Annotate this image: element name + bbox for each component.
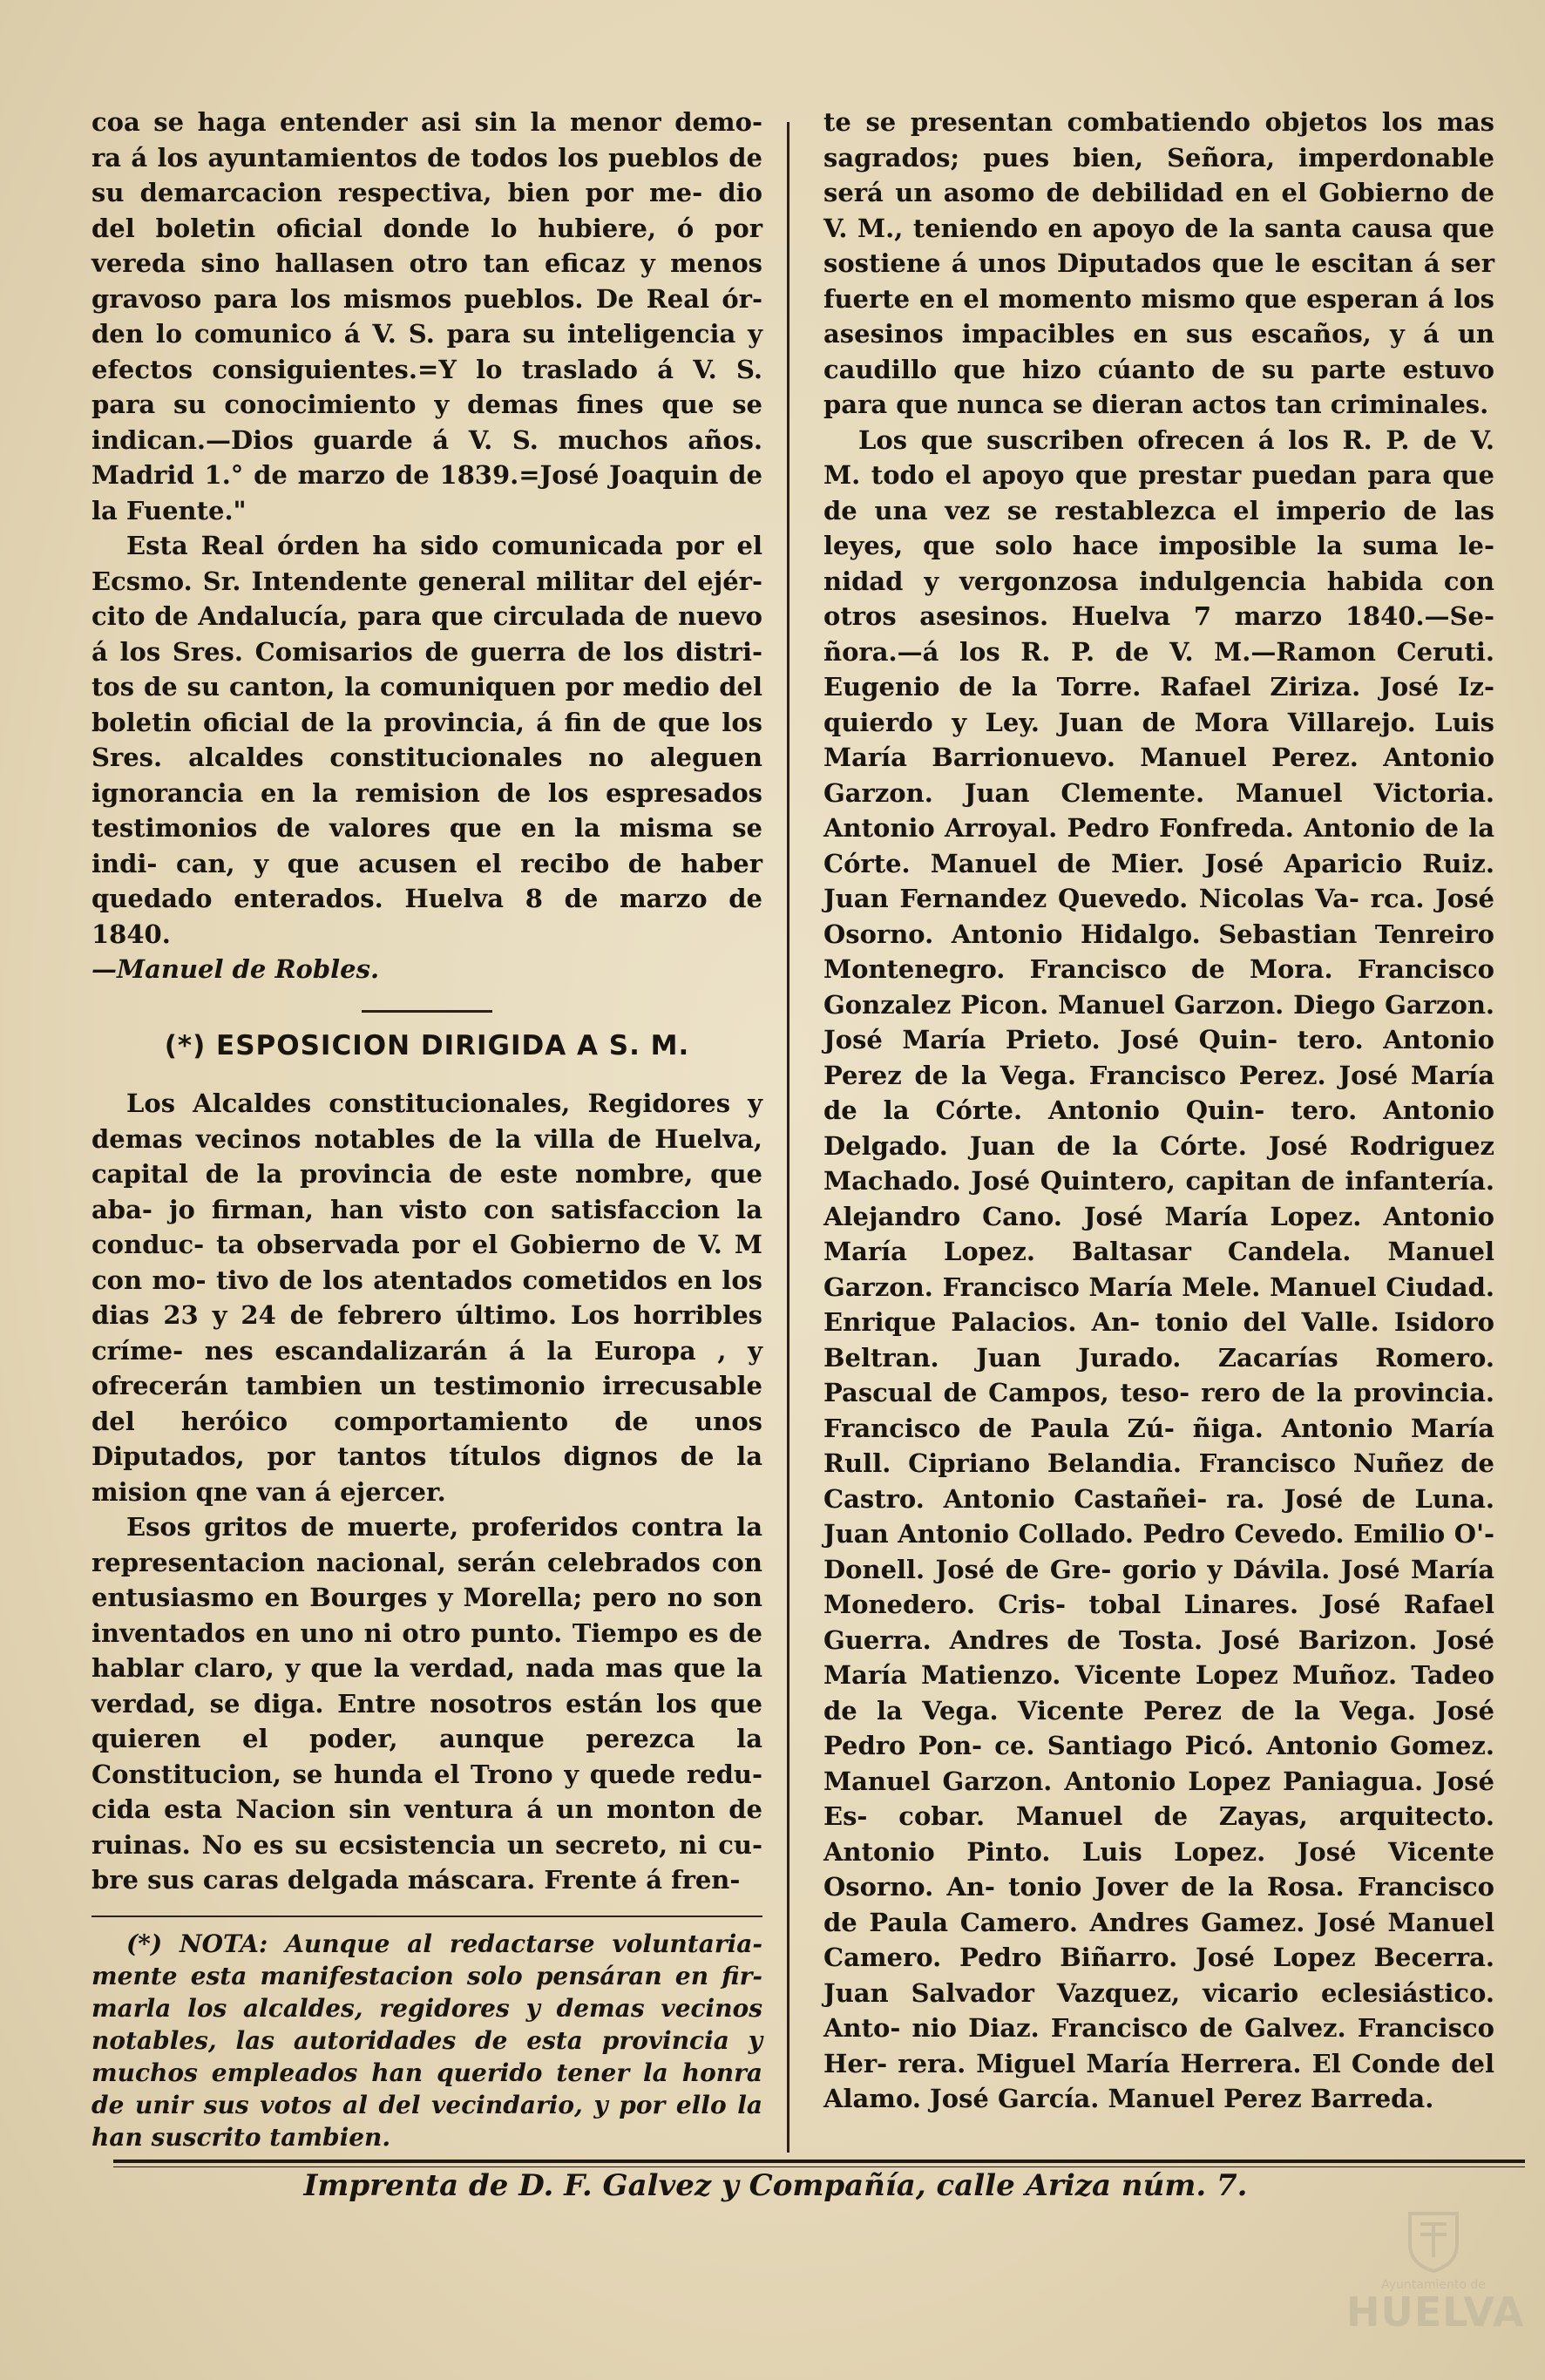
footnote xyxy=(91,1928,762,2153)
right-column xyxy=(823,105,1494,2117)
paragraph-exposition-continued: te se presentan combatiendo objetos los mas sagrados; pues bien, Señora, imperdonable será un asomo de debilidad en el Gobierno de V. M., teniendo en apoyo de la santa causa que sostiene á unos Diputados que le escitan á ser fuerte en el momento mismo que esperan á los asesinos impacibles en sus escaños, y á un caudillo que hizo cúanto de su parte estuvo para que nunca se dieran actos tan criminales. xyxy=(823,107,1494,419)
column-divider xyxy=(787,122,789,2153)
paragraph-exposition-intro: Los Alcaldes constitucionales, Regidores y demas vecinos notables de la villa de Huelva, capital de la provincia de este nombre, que aba- jo firman, han visto con satisfaccion la conduc- ta observada por el Gobierno de V. M con mo- tivo de los atentados cometidos en los dias 23 y 24 de febrero último. Los horribles críme- nes escandalizarán á la Europa , y ofrecerán tambien un testimonio irrecusable del heróico comportamiento de unos Diputados, por tantos títulos dignos de la mision qne van á ejercer. xyxy=(91,1088,762,1507)
footnote-text: Aunque al redactarse voluntaria- mente esta manifestacion solo pensáran en fir- marla los alcaldes, regidores y demas vecinos notables, las autoridades de esta provincia y muchos empleados han querido tener la honra de unir sus votos al del vecindario, y por ello la han suscrito tambien. xyxy=(91,1929,762,2152)
printer-imprint: Imprenta de D. F. Galvez y Compañía, calle Ariza núm. 7. xyxy=(303,2168,1248,2203)
footer-rule xyxy=(113,2160,1525,2163)
crest-icon xyxy=(1403,2205,1464,2275)
section-heading: (*) ESPOSICION DIRIGIDA A S. M. xyxy=(164,1029,690,1061)
footnote-label: (*) NOTA: xyxy=(126,1929,268,1958)
paragraph-royal-order-communication xyxy=(91,528,762,987)
note-divider xyxy=(91,1916,762,1917)
footer-rule-thin xyxy=(113,2166,1525,2167)
paragraph-royal-order-end: coa se haga entender asi sin la menor demo- ra á los ayuntamientos de todos los pueblos de su demarcacion respectiva, bien por me- dio del boletin oficial donde lo hubiere, ó por vereda sino hallasen otro tan eficaz y menos gravoso para los mismos pueblos. De Real ór- den lo comunico á V. S. para su inteligencia y efectos consiguientes.=Y lo traslado á V. S. para su conocimiento y demas fines que se indican.—Dios guarde á V. S. muchos años. Madrid 1.° de marzo de 1839.=José Joaquin de la Fuente." xyxy=(91,107,762,525)
paragraph-signatories: Los que suscriben ofrecen á los R. P. de V. M. todo el apoyo que prestar puedan para que de una vez se restablezca el imperio de las leyes, que solo hace imposible la suma le- nidad y vergonzosa indulgencia habida con otros asesinos. Huelva 7 marzo 1840.—Se- ñora.—á los R. P. de V. M.—Ramon Ceruti. Eugenio de la Torre. Rafael Ziriza. José Iz- quierdo y Ley. Juan de Mora Villarejo. Luis María Barrionuevo. Manuel Perez. Antonio Garzon. Juan Clemente. Manuel Victoria. Antonio Arroyal. Pedro Fonfreda. Antonio de la Córte. Manuel de Mier. José Aparicio Ruiz. Juan Fernandez Quevedo. Nicolas Va- rca. José Osorno. Antonio Hidalgo. Sebastian Tenreiro Montenegro. Francisco de Mora. Francisco Gonzalez Picon. Manuel Garzon. Diego Garzon. José María Prieto. José Quin- tero. Antonio Perez de la Vega. Francisco Perez. José María de la Córte. Antonio Quin- tero. Antonio Delgado. Juan de la Córte. José Rodriguez Machado. José Quintero, capitan de infantería. Alejandro Cano. José María Lopez. Antonio María Lopez. Baltasar Candela. Manuel Garzon. Francisco María Mele. Manuel Ciudad. Enrique Palacios. An- tonio del Valle. Isidoro Beltran. Juan Jurado. Zacarías Romero. Pascual de Campos, teso- rero de la provincia. Francisco de Paula Zú- ñiga. Antonio María Rull. Cipriano Belandia. Francisco Nuñez de Castro. Antonio Castañei- ra. José de Luna. Juan Antonio Collado. Pedro Cevedo. Emilio O'-Donell. José de Gre- gorio y Dávila. José María Monedero. Cris- tobal Linares. José Rafael Guerra. Andres de Tosta. José Barizon. José María Matienzo. Vicente Lopez Muñoz. Tadeo de la Vega. Vicente Perez de la Vega. José Pedro Pon- ce. Santiago Picó. Antonio Gomez. Manuel Garzon. Antonio Lopez Paniagua. José Es- cobar. Manuel de Zayas, arquitecto. Antonio Pinto. Luis Lopez. José Vicente Osorno. An- tonio Jover de la Rosa. Francisco de Paula Camero. Andres Gamez. José Manuel Camero. Pedro Biñarro. José Lopez Becerra. Juan Salvador Vazquez, vicario eclesiástico. Anto- nio Diaz. Francisco de Galvez. Francisco Her- rera. Miguel María Herrera. El Conde del Alamo. José García. Manuel Perez Barreda. xyxy=(823,424,1494,2113)
archive-watermark xyxy=(1346,2205,1525,2362)
paragraph-text: Esta Real órden ha sido comunicada por el Ecsmo. Sr. Intendente general militar del ejér- cito de Andalucía, para que circulada de nuevo á los Sres. Comisarios de guerra de los distri- tos de su canton, la comuniquen por medio del boletin oficial de la provincia, á fin de que los Sres. alcaldes constitucionales no aleguen ignorancia en la remision de los espresados testimonios de valores que en la misma se indi- can, y que acusen el recibo de haber quedado enterados. Huelva 8 de marzo de 1840. xyxy=(91,531,762,949)
paragraph-exposition-body: Esos gritos de muerte, proferidos contra la representacion nacional, serán celebrados con entusiasmo en Bourges y Morella; pero no son inventados en uno ni otro punto. Tiempo es de hablar claro, y que la verdad, nada mas que la verdad, se diga. Entre nosotros están los que quieren el poder, aunque perezca la Constitucion, se hunda el Trono y quede redu- cida esta Nacion sin ventura á un monton de ruinas. No es su ecsistencia un secreto, ni cu- bre sus caras delgada máscara. Frente á fren- xyxy=(91,1512,762,1895)
watermark-archive-label: Ayuntamiento de xyxy=(1381,2278,1486,2292)
signature-manuel-de-robles: —Manuel de Robles. xyxy=(91,954,380,984)
section-divider xyxy=(362,1010,492,1013)
left-column xyxy=(91,105,762,2153)
watermark-city-label: HUELVA xyxy=(1346,2288,1525,2336)
